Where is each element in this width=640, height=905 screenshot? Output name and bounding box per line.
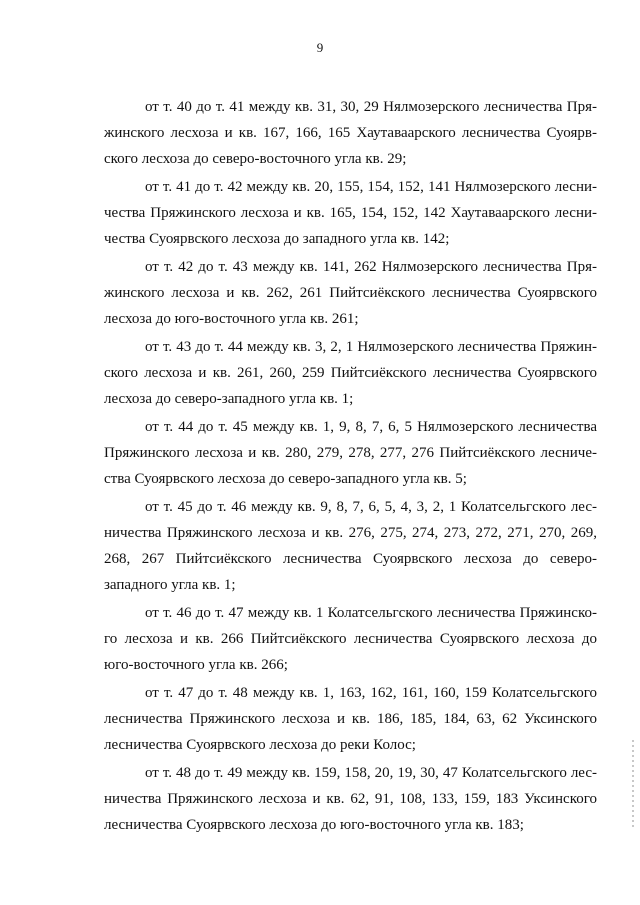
paragraph-line: чества Суоярвского лесхоза до западного угла кв. 142;	[104, 231, 450, 247]
paragraph-line: от т. 44 до т. 45 между кв. 1, 9, 8, 7, 6, 5 Нялмозерского лесничества	[145, 419, 597, 435]
boundary-paragraph	[104, 760, 597, 838]
document-body	[104, 94, 597, 840]
boundary-paragraph	[104, 334, 597, 412]
boundary-paragraph	[104, 600, 597, 678]
paragraph-line: от т. 40 до т. 41 между кв. 31, 30, 29 Нялмозерского лесничества Пря-	[145, 99, 597, 115]
paragraph-line: западного угла кв. 1;	[104, 577, 236, 593]
paragraph-line: лесничества Суоярвского лесхоза до юго-восточного угла кв. 183;	[104, 817, 524, 833]
boundary-paragraph	[104, 414, 597, 492]
paragraph-line: лесхоза до северо-западного угла кв. 1;	[104, 391, 354, 407]
paragraph-line: от т. 48 до т. 49 между кв. 159, 158, 20, 19, 30, 47 Колатсельгского лес-	[145, 765, 597, 781]
paragraph-line: чества Пряжинского лесхоза и кв. 165, 154, 152, 142 Хаутаваарского лесни-	[104, 205, 597, 221]
paragraph-line: лесничества Суоярвского лесхоза до реки Колос;	[104, 737, 416, 753]
paragraph-line: го лесхоза и кв. 266 Пийтсиёкского лесничества Суоярвского лесхоза до	[104, 631, 597, 647]
paragraph-line: от т. 41 до т. 42 между кв. 20, 155, 154, 152, 141 Нялмозерского лесни-	[145, 179, 597, 195]
margin-scan-mark	[632, 740, 634, 830]
paragraph-line: от т. 42 до т. 43 между кв. 141, 262 Нялмозерского лесничества Пря-	[145, 259, 597, 275]
paragraph-line: ского лесхоза и кв. 261, 260, 259 Пийтсиёкского лесничества Суоярвского	[104, 365, 597, 381]
paragraph-line: от т. 46 до т. 47 между кв. 1 Колатсельгского лесничества Пряжинско-	[145, 605, 597, 621]
paragraph-line: ничества Пряжинского лесхоза и кв. 62, 91, 108, 133, 159, 183 Уксинского	[104, 791, 597, 807]
paragraph-line: ского лесхоза до северо-восточного угла кв. 29;	[104, 151, 407, 167]
boundary-paragraph	[104, 174, 597, 252]
paragraph-line: 268, 267 Пийтсиёкского лесничества Суоярвского лесхоза до северо-	[104, 551, 597, 567]
paragraph-line: жинского лесхоза и кв. 167, 166, 165 Хаутаваарского лесничества Суоярв-	[104, 125, 597, 141]
boundary-paragraph	[104, 94, 597, 172]
paragraph-line: от т. 45 до т. 46 между кв. 9, 8, 7, 6, 5, 4, 3, 2, 1 Колатсельгского лес-	[145, 499, 597, 515]
paragraph-line: юго-восточного угла кв. 266;	[104, 657, 288, 673]
boundary-paragraph	[104, 254, 597, 332]
paragraph-line: жинского лесхоза и кв. 262, 261 Пийтсиёкского лесничества Суоярвского	[104, 285, 597, 301]
paragraph-line: лесхоза до юго-восточного угла кв. 261;	[104, 311, 359, 327]
paragraph-line: ства Суоярвского лесхоза до северо-западного угла кв. 5;	[104, 471, 467, 487]
paragraph-line: от т. 47 до т. 48 между кв. 1, 163, 162, 161, 160, 159 Колатсельгского	[145, 685, 597, 701]
paragraph-line: Пряжинского лесхоза и кв. 280, 279, 278, 277, 276 Пийтсиёкского лесниче-	[104, 445, 597, 461]
paragraph-line: ничества Пряжинского лесхоза и кв. 276, 275, 274, 273, 272, 271, 270, 269,	[104, 525, 597, 541]
boundary-paragraph	[104, 680, 597, 758]
page-number: 9	[316, 40, 324, 55]
boundary-paragraph	[104, 494, 597, 598]
paragraph-line: от т. 43 до т. 44 между кв. 3, 2, 1 Нялмозерского лесничества Пряжин-	[145, 339, 597, 355]
paragraph-line: лесничества Пряжинского лесхоза и кв. 186, 185, 184, 63, 62 Уксинского	[104, 711, 597, 727]
